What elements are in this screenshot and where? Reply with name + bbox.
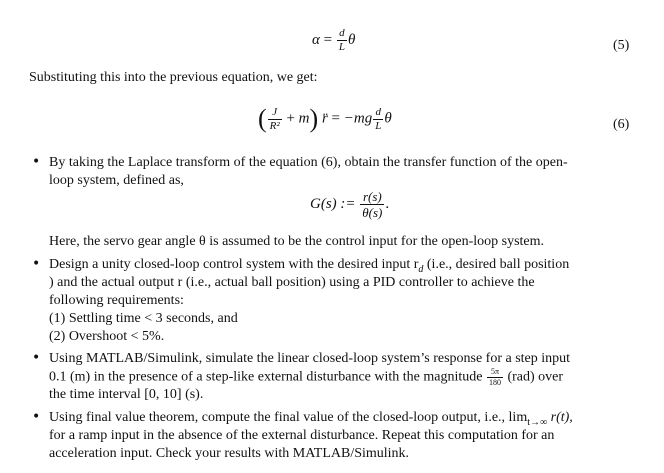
bullet-2-line-1-end: (i.e., desired ball position [423,257,570,272]
eq5-theta: θ [347,31,356,48]
eq5-equals: = [323,31,333,48]
bullet-dot-4: • [32,409,41,425]
eq6-plus: + [286,110,295,127]
bullet-1-here-text: Here, the servo gear angle θ is assumed to be the control input for the open-loop system. [49,234,545,249]
bullet-2-line-2: ) and the actual output r (i.e., actual ball position) using a PID controller to achieve the [49,275,535,290]
requirement-1: (1) Settling time < 3 seconds, and [49,311,238,326]
substituting-text: Substituting this into the previous equation, we get: [29,70,318,85]
gs-period: . [385,195,390,212]
eq6-theta: θ [384,110,392,127]
eq6-numerator-2: d [375,105,382,118]
eq6-close-paren: ) [309,104,319,133]
bullet-2-line-1-text: Design a unity closed-loop control system with the desired input r [49,257,419,272]
gs-numerator: r(s) [362,189,382,204]
equation-6 [258,106,392,132]
bullet-2-line-3: following requirements: [49,293,184,308]
eq6-fraction-1 [268,107,282,132]
gs-fraction [360,190,384,219]
bullet-3-line-1: Using MATLAB/Simulink, simulate the linear closed-loop system’s response for a step input [49,351,571,366]
eq5-lhs: α [312,31,320,48]
bullet-4-line-2: for a ramp input in the absence of the external disturbance. Repeat this computation for an [49,428,555,443]
disturbance-denominator: 180 [488,378,501,387]
disturbance-numerator: 5π [490,367,499,376]
eq6-fraction-2 [373,107,383,132]
bullet-1-line-1: By taking the Laplace transform of the equation (6), obtain the transfer function of the open- [49,155,568,170]
bullet-4-line-1-end: r(t), [547,410,573,425]
bullet-2-subscript-d: d [418,263,424,275]
equation-5 [312,28,355,53]
bullet-3-line-2 [49,368,563,387]
gs-denominator: θ(s) [362,205,383,220]
gs-lhs: G(s) := [310,195,356,212]
eq6-open-paren: ( [258,104,267,133]
disturbance-fraction [487,368,503,387]
eq5-denominator: L [338,41,345,53]
requirement-2: (2) Overshoot < 5%. [49,329,165,344]
bullet-dot-3: • [32,350,41,366]
bullet-dot-2: • [32,256,41,272]
eq6-neg-mg: −mg [343,110,373,127]
eq6-r-ddot: r̈ [321,110,328,127]
eq6-denominator-2: L [375,119,382,132]
bullet-4-line-1-text: Using final value theorem, compute the final value of the closed-loop output, i.e., lim [49,410,528,425]
eq6-denominator-1: R² [269,119,280,132]
eq5-number: (5) [613,38,630,53]
eq6-equals: = [331,110,340,127]
bullet-3-line-3: the time interval [0, 10] (s). [49,387,204,402]
limit-subscript: t→∞ [527,416,548,428]
bullet-1-line-2: loop system, defined as, [49,173,184,188]
transfer-function-equation [310,190,389,219]
eq5-fraction [337,28,347,53]
eq6-numerator-1: J [272,105,278,118]
eq6-mass: m [298,110,310,127]
eq5-numerator: d [339,27,345,39]
bullet-4-line-3: acceleration input. Check your results with MATLAB/Simulink. [49,446,410,461]
bullet-dot-1: • [32,154,41,170]
bullet-3-line-2-end: (rad) over [507,369,564,385]
eq6-number: (6) [613,117,630,132]
bullet-3-line-2-text: 0.1 (m) in the presence of a step-like external disturbance with the magnitude [49,369,483,385]
